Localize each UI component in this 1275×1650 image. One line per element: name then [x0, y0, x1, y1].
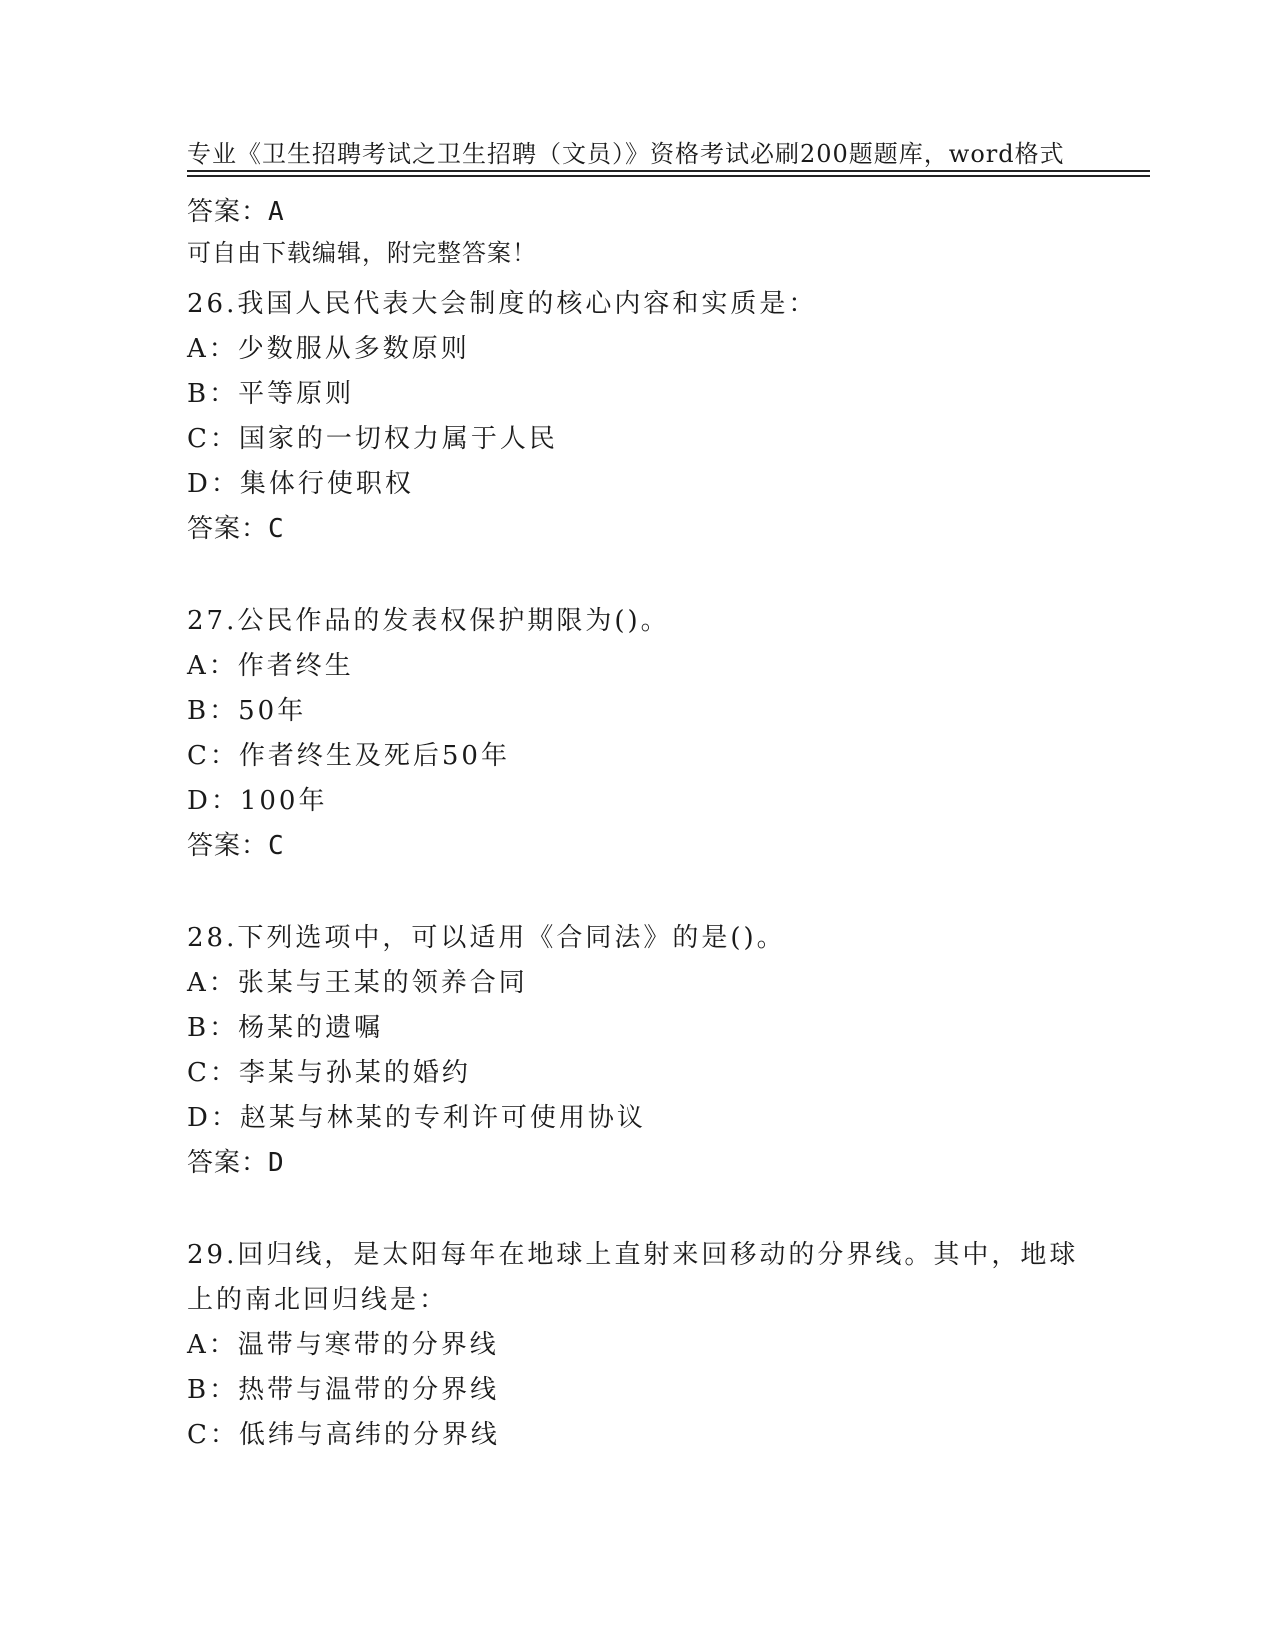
option-b: B：平等原则	[187, 379, 355, 409]
option-d: D：赵某与林某的专利许可使用协议	[187, 1103, 646, 1133]
option-c: C：李某与孙某的婚约	[187, 1058, 471, 1088]
option-b: B：50年	[187, 696, 307, 726]
option-a: A：少数服从多数原则	[187, 334, 470, 364]
question-block	[187, 1233, 1087, 1458]
option-b: B：杨某的遗嘱	[187, 1013, 384, 1043]
question-text: 29.回归线，是太阳每年在地球上直射来回移动的分界线。其中，地球	[187, 1240, 1079, 1270]
option-a: A：温带与寒带的分界线	[187, 1330, 499, 1360]
header-divider-top	[187, 170, 1150, 172]
question-block	[187, 599, 1087, 869]
option-d: D：100年	[187, 786, 328, 816]
question-list	[187, 190, 1087, 1458]
option-c: C：作者终生及死后50年	[187, 741, 510, 771]
option-a: A：张某与王某的领养合同	[187, 968, 528, 998]
question-block	[187, 916, 1087, 1186]
answer-line: 答案：C	[187, 514, 285, 544]
answer-line: 答案：C	[187, 831, 285, 861]
question-block	[187, 282, 1087, 552]
option-a: A：作者终生	[187, 651, 354, 681]
question-text-continued: 上的南北回归线是：	[187, 1285, 449, 1315]
header-line-2: 可自由下载编辑，附完整答案！	[187, 239, 537, 267]
answer-line: 答案：D	[187, 1148, 285, 1178]
answer-line: 答案：A	[187, 197, 285, 227]
option-c: C：国家的一切权力属于人民	[187, 424, 558, 454]
question-text: 27.公民作品的发表权保护期限为()。	[187, 606, 670, 636]
header-divider-bottom	[187, 175, 1150, 177]
option-d: D：集体行使职权	[187, 469, 414, 499]
header-line-1: 专业《卫生招聘考试之卫生招聘（文员）》资格考试必刷200题题库，word格式	[187, 140, 1065, 168]
question-text: 26.我国人民代表大会制度的核心内容和实质是：	[187, 289, 818, 319]
question-text: 28.下列选项中，可以适用《合同法》的是()。	[187, 923, 786, 953]
option-b: B：热带与温带的分界线	[187, 1375, 500, 1405]
option-c: C：低纬与高纬的分界线	[187, 1420, 500, 1450]
